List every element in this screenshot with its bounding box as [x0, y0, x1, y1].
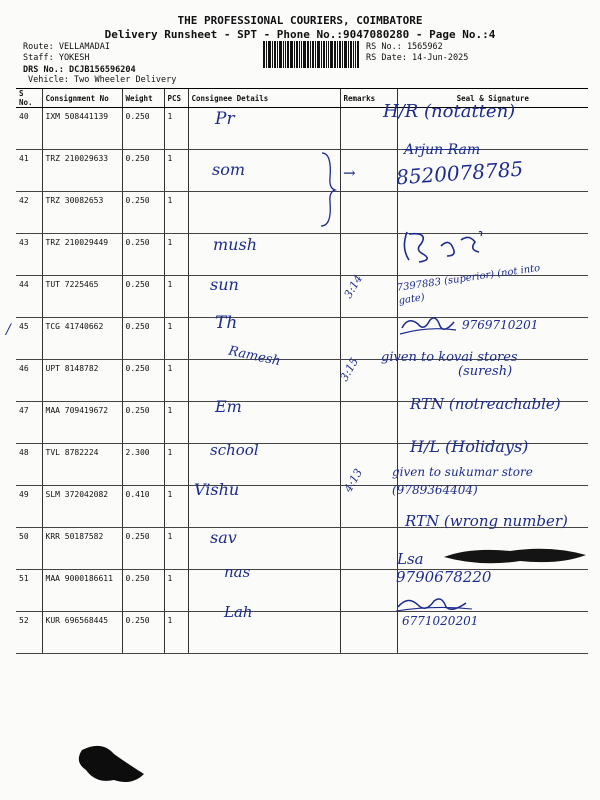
row-weight: 0.250 [122, 612, 164, 654]
row-remarks [340, 612, 397, 654]
signature-40: H/R (notatten) [383, 101, 516, 122]
row-consignment: KUR 696568445 [42, 612, 122, 654]
consignee-52: Lah [224, 603, 253, 621]
row-sno: 50 [16, 528, 42, 570]
drs-number: DRS No.: DCJB156596204 [23, 65, 136, 75]
brace-mark [318, 150, 338, 228]
signature-46-line2: (suresh) [458, 364, 513, 379]
col-weight: Weight [122, 89, 164, 108]
signature-52-scribble [394, 593, 474, 615]
row-consignment: TVL 8782224 [42, 444, 122, 486]
row-consignment: IXM 508441139 [42, 108, 122, 150]
row-consignee [188, 234, 340, 276]
row-weight: 0.250 [122, 192, 164, 234]
row-consignment: TUT 7225465 [42, 276, 122, 318]
table-row [16, 570, 588, 612]
row-sno: 46 [16, 360, 42, 402]
col-consignee: Consignee Details [188, 89, 340, 108]
row-remarks [340, 402, 397, 444]
signature-50: RTN (wrong number) [405, 512, 568, 530]
row-pcs: 1 [164, 444, 188, 486]
row-consignment: TRZ 30082653 [42, 192, 122, 234]
consignee-41: som [212, 160, 246, 179]
col-consignment: Consignment No [42, 89, 122, 108]
row-sno: 52 [16, 612, 42, 654]
table-row [16, 612, 588, 654]
row-sno: 47 [16, 402, 42, 444]
signature-47: RTN (notreachable) [410, 395, 561, 413]
signature-41-name: Arjun Ram [404, 142, 481, 158]
row-sno: 42 [16, 192, 42, 234]
company-title: THE PROFESSIONAL COURIERS, COIMBATORE [177, 14, 423, 27]
row-consignment: MAA 709419672 [42, 402, 122, 444]
barcode-icon [263, 41, 359, 68]
consignee-48: school [210, 441, 259, 459]
row-pcs: 1 [164, 150, 188, 192]
col-sno: S No. [16, 89, 42, 108]
row-consignee [188, 108, 340, 150]
signature-41-phone: 8520078785 [395, 156, 524, 190]
row-sno: 40 [16, 108, 42, 150]
remark-46: 3:15 [337, 355, 362, 384]
rs-date: RS Date: 14-Jun-2025 [366, 53, 469, 63]
row-weight: 0.250 [122, 234, 164, 276]
row-consignee [188, 570, 340, 612]
row-sno: 44 [16, 276, 42, 318]
row-pcs: 1 [164, 276, 188, 318]
row-consignee [188, 612, 340, 654]
row-remarks [340, 528, 397, 570]
row-pcs: 1 [164, 612, 188, 654]
consignee-43: mush [213, 235, 257, 254]
row-remarks [340, 570, 397, 612]
row-sno: 45 [16, 318, 42, 360]
row-weight: 0.410 [122, 486, 164, 528]
consignee-49: Vishu [194, 480, 240, 499]
col-signature: Seal & Signature [397, 89, 588, 108]
row-pcs: 1 [164, 486, 188, 528]
row-pcs: 1 [164, 360, 188, 402]
signature-43-scribble [393, 226, 485, 266]
rs-number: RS No.: 1565962 [366, 42, 443, 52]
route-label: Route: VELLAMADAI [23, 42, 110, 52]
signature-49-line2: (9789364404) [392, 483, 478, 497]
row-pcs: 1 [164, 108, 188, 150]
row-sno: 51 [16, 570, 42, 612]
row-weight: 0.250 [122, 108, 164, 150]
row-consignee [188, 402, 340, 444]
col-remarks: Remarks [340, 89, 397, 108]
remark-44: 3:14 [341, 272, 366, 301]
row-weight: 0.250 [122, 276, 164, 318]
signature-51-phone: 9790678220 [396, 568, 492, 586]
consignee-40: Pr [215, 109, 235, 129]
scan-smudge [72, 740, 152, 790]
consignee-46: Ramesh [227, 343, 282, 370]
signature-45-scribble [398, 312, 458, 338]
signature-52: 6771020201 [402, 614, 479, 628]
signature-44: 7397883 (superior) (not into gate) [396, 262, 541, 307]
signature-48: H/L (Holidays) [410, 437, 529, 456]
row-weight: 0.250 [122, 570, 164, 612]
row-sno: 43 [16, 234, 42, 276]
row-weight: 0.250 [122, 318, 164, 360]
row-consignment: MAA 9000186611 [42, 570, 122, 612]
table-row [16, 192, 588, 234]
row-pcs: 1 [164, 528, 188, 570]
ink-blot [440, 541, 590, 569]
signature-46-line1: given to kovai stores [381, 350, 518, 365]
row-sno: 49 [16, 486, 42, 528]
remark-41: → [343, 164, 356, 182]
row-consignment: TRZ 210029633 [42, 150, 122, 192]
row-consignment: UPT 8148782 [42, 360, 122, 402]
row-weight: 0.250 [122, 360, 164, 402]
staff-label: Staff: YOKESH [23, 53, 90, 63]
row-weight: 0.250 [122, 150, 164, 192]
signature-49-line1: given to sukumar store [392, 465, 533, 479]
consignee-50: sav [210, 528, 237, 547]
col-pcs: PCS [164, 89, 188, 108]
signature-51-name: Lsa [397, 550, 424, 568]
row-weight: 0.250 [122, 528, 164, 570]
row-consignment: KRR 50187582 [42, 528, 122, 570]
margin-tick: / [6, 322, 11, 338]
vehicle-label: Vehicle: Two Wheeler Delivery [28, 75, 177, 85]
row-sno: 41 [16, 150, 42, 192]
row-pcs: 1 [164, 570, 188, 612]
row-pcs: 1 [164, 318, 188, 360]
row-remarks [340, 192, 397, 234]
row-pcs: 1 [164, 402, 188, 444]
row-sno: 48 [16, 444, 42, 486]
consignee-51: nas [224, 563, 251, 581]
row-pcs: 1 [164, 192, 188, 234]
row-consignment: TRZ 210029449 [42, 234, 122, 276]
row-weight: 0.250 [122, 402, 164, 444]
row-consignment: SLM 372042082 [42, 486, 122, 528]
row-remarks [340, 234, 397, 276]
row-pcs: 1 [164, 234, 188, 276]
consignee-47: Em [215, 397, 242, 416]
remark-49: 4:13 [341, 466, 366, 495]
consignee-44: sun [210, 275, 239, 294]
signature-45: 9769710201 [462, 318, 539, 332]
row-consignment: TCG 41740662 [42, 318, 122, 360]
row-weight: 2.300 [122, 444, 164, 486]
consignee-45: Th [215, 313, 238, 333]
runsheet-title: Delivery Runsheet - SPT - Phone No.:9047080280 - Page No.:4 [104, 28, 496, 41]
